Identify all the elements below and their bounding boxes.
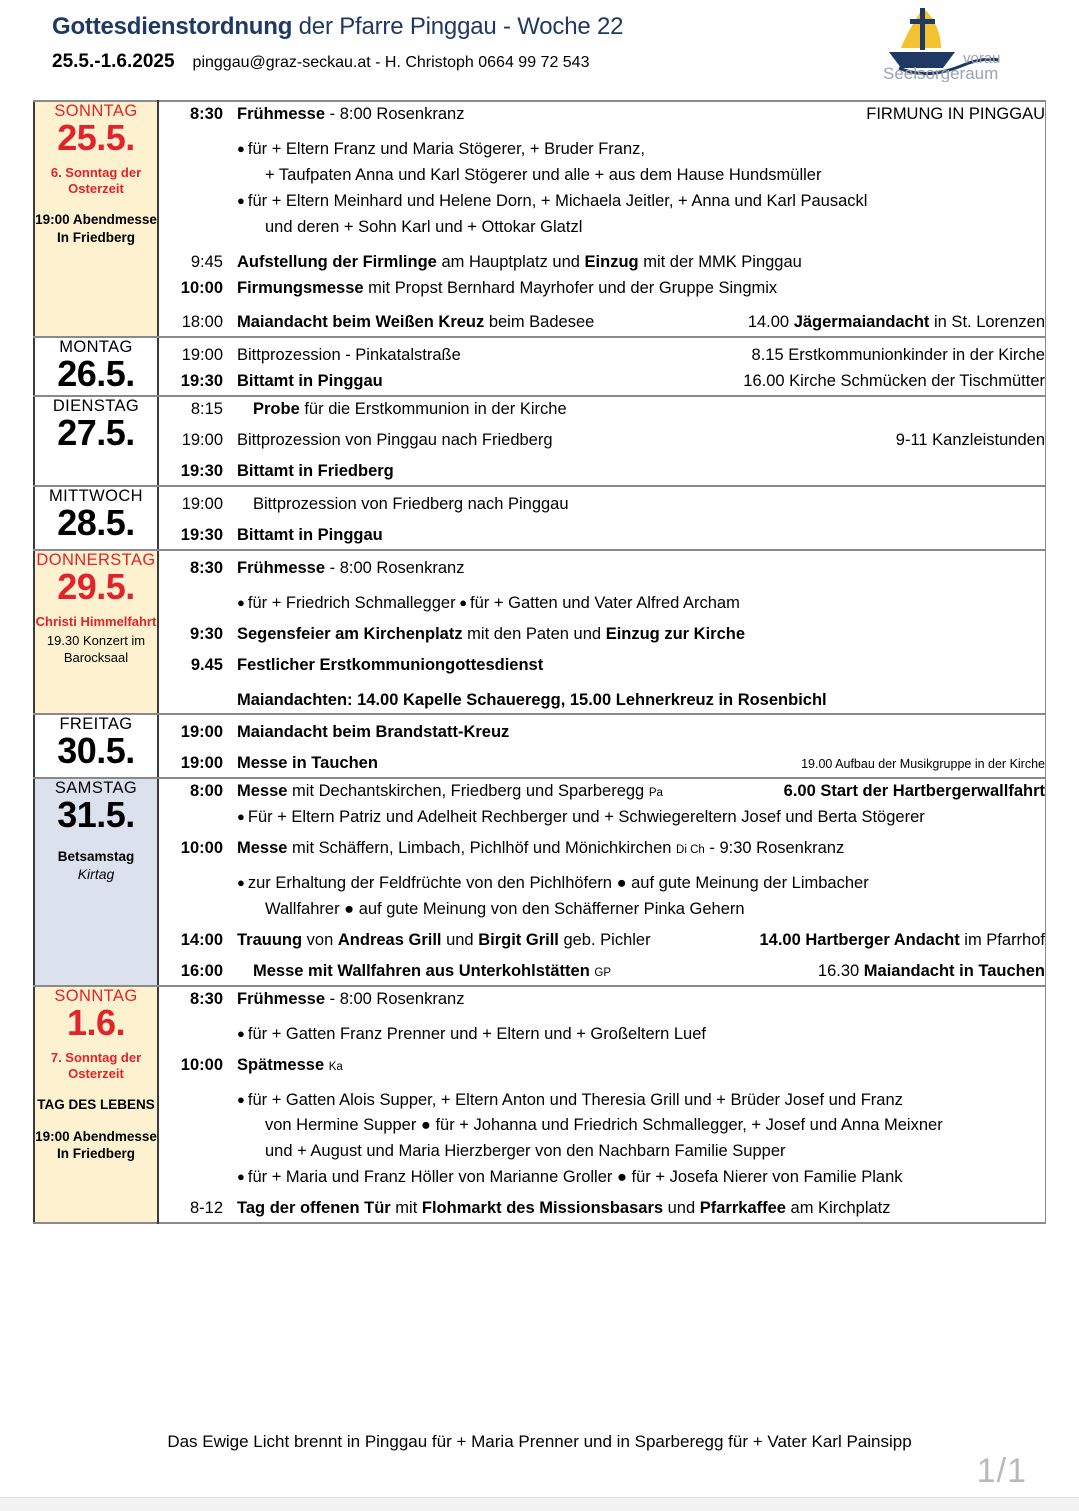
event-line (159, 836, 1045, 862)
daycell-tuesday-27 (34, 396, 158, 486)
intention-text: von Hermine Supper ● für + Johanna und Friedrich Schmallegger, + Josef und Anna Meixner (265, 1116, 943, 1135)
event-time: 9:45 (190, 252, 223, 271)
intention-text: + Taufpaten Anna und Karl Stögerer und alle + aus dem Hause Hundsmüller (265, 165, 822, 184)
event-text: Maiandacht beim Brandstatt-Kreuz (237, 723, 510, 742)
event-right-note: 14.00 Hartberger Andacht im Pfarrhof (759, 930, 1045, 949)
event-text: Messe in Tauchen (237, 754, 378, 773)
bullet-icon: ● (455, 594, 468, 610)
celebrant-abbrev: Di Ch (676, 844, 705, 857)
event-line (159, 459, 1045, 485)
seelsorgeraum-logo (875, 2, 1025, 82)
event-right-note: 16.30 Maiandacht in Tauchen (817, 961, 1045, 980)
day-name: DIENSTAG (52, 397, 140, 416)
day-name: SAMSTAG (54, 779, 138, 798)
intention-text: für + Eltern Meinhard und Helene Dorn, + Michaela Jeitler, + Anna und Karl Pausackl (247, 191, 868, 210)
bullet-icon: ● (237, 594, 245, 610)
events-tuesday-27 (158, 396, 1046, 486)
event-text: Bittamt in Friedberg (237, 462, 394, 481)
table-row-saturday-31 (34, 778, 1046, 985)
event-time: 8:15 (190, 400, 223, 419)
page-title-rest: der Pfarre Pinggau - Woche 22 (292, 13, 624, 40)
event-text: Maiandacht beim Weißen Kreuz beim Badesee (237, 313, 595, 332)
event-time: 19:00 (181, 431, 223, 450)
table-row-sunday-1 (34, 986, 1046, 1223)
bullet-icon: ● (237, 875, 245, 891)
bullet-icon: ● (237, 809, 245, 825)
intention-text: Wallfahrer ● auf gute Meinung von den Schäfferner Pinka Gehern (265, 899, 745, 918)
event-time: 10:00 (180, 1055, 223, 1074)
intention-line (159, 137, 1045, 163)
intention-line (159, 163, 1045, 189)
event-time: 18:00 (181, 313, 223, 332)
day-note-extra: 19.30 Konzert im Barocksaal (46, 633, 146, 665)
intention-line (159, 1139, 1045, 1165)
celebrant-abbrev: Ka (328, 1060, 343, 1073)
day-note-liturgical: 7. Sonntag der Osterzeit (50, 1049, 142, 1081)
event-line (159, 428, 1045, 454)
day-note-liturgical: Christi Himmelfahrt (35, 613, 157, 629)
event-line (159, 102, 1045, 128)
intention-line (159, 1165, 1045, 1191)
event-text: Messe mit Schäffern, Limbach, Pichlhöf und Mönichkirchen Di Ch - 9:30 Rosenkranz (237, 839, 845, 858)
bullet-icon: ● (237, 140, 245, 156)
event-line (159, 369, 1045, 395)
intention-text: und + August und Maria Hierzberger von den Nachbarn Familie Supper (265, 1142, 786, 1161)
event-time: 19:00 (181, 494, 223, 513)
event-text: Bittamt in Pinggau (237, 372, 383, 391)
intention-line (159, 805, 1045, 831)
daycell-saturday-31 (34, 778, 158, 985)
event-text (237, 103, 852, 127)
bullet-icon: ● (237, 1025, 245, 1041)
table-row-tuesday-27 (34, 396, 1046, 486)
logo-text-seelsorgeraum: Seelsorgeraum (883, 64, 999, 82)
event-time: 8:30 (189, 989, 223, 1008)
event-text: Aufstellung der Firmlinge am Hauptplatz und Einzug mit der MMK Pinggau (237, 252, 802, 271)
day-date: 27.5. (57, 412, 135, 454)
day-date: 29.5. (57, 565, 135, 607)
event-line (159, 751, 1045, 777)
day-note-extra: 19:00 Abendmesse In Friedberg (35, 1128, 157, 1162)
day-date: 31.5. (57, 794, 135, 836)
day-name: FREITAG (59, 715, 133, 734)
page-title-strong: Gottesdienstordnung (52, 13, 293, 40)
event-line (159, 250, 1045, 276)
intention-line (159, 1113, 1045, 1139)
event-text: Bittprozession von Pinggau nach Friedberg (237, 431, 553, 450)
event-text: Bittprozession - Pinkatalstraße (237, 346, 461, 365)
event-time: 8-12 (189, 1199, 223, 1218)
daycell-wednesday-28 (34, 486, 158, 550)
event-time: 19:00 (180, 723, 223, 742)
event-time: 10:00 (180, 839, 223, 858)
event-line (159, 987, 1045, 1013)
event-line (159, 397, 1045, 423)
event-line (159, 310, 1045, 336)
event-right-note: FIRMUNG IN PINGGAU (866, 105, 1045, 123)
event-time: 9.45 (190, 655, 223, 674)
day-name: DONNERSTAG (36, 550, 156, 569)
event-text: Firmungsmesse mit Propst Bernhard Mayrhofer und der Gruppe Singmix (237, 278, 778, 297)
event-text-rest: - 8:00 Rosenkranz (325, 105, 465, 123)
footer-note: Das Ewige Licht brennt in Pinggau für + Maria Prenner und in Sparberegg für + Vater Karl Painsipp (167, 1432, 912, 1451)
event-line (159, 959, 1045, 985)
intention-line (159, 189, 1045, 215)
intention-text: für + Friedrich Schmallegger (247, 593, 456, 612)
intention-text: für + Eltern Franz und Maria Stögerer, + Bruder Franz, (247, 139, 645, 158)
event-text: Bittamt in Pinggau (237, 525, 383, 544)
event-right-note: 6.00 Start der Hartbergerwallfahrt (783, 782, 1045, 801)
event-time: 16:00 (180, 961, 223, 980)
page-number: 1/1 (976, 1452, 1027, 1490)
event-time: 10:00 (180, 278, 223, 297)
bullet-icon: ● (237, 1091, 245, 1107)
celebrant-abbrev: GP (594, 966, 612, 979)
intention-text: für + Maria und Franz Höller von Marianne Groller ● für + Josefa Nierer von Familie Plank (247, 1168, 903, 1187)
intention-text: Für + Eltern Patriz und Adelheit Rechberger und + Schwiegereltern Josef und Berta Stögerer (247, 808, 925, 827)
event-time: 19:00 (181, 346, 223, 365)
day-date: 30.5. (57, 730, 135, 772)
event-time: 14:00 (180, 930, 223, 949)
event-line (159, 622, 1045, 648)
schedule-table (33, 100, 1046, 1224)
event-line (159, 779, 1045, 805)
events-wednesday-28 (158, 486, 1046, 550)
table-row-friday-30 (34, 714, 1046, 778)
event-text: Tag der offenen Tür mit Flohmarkt des Missionsbasars und Pfarrkaffee am Kirchplatz (237, 1199, 891, 1218)
events-saturday-31 (158, 778, 1046, 985)
day-note-liturgical: Betsamstag (57, 849, 135, 865)
events-monday-26 (158, 337, 1046, 396)
intention-line (159, 871, 1045, 897)
document-header (0, 0, 1079, 92)
bottom-bar (0, 1497, 1079, 1511)
table-row-monday-26 (34, 337, 1046, 396)
event-text: Messe mit Wallfahren aus Unterkohlstätten GP (253, 961, 612, 980)
day-date: 25.5. (57, 116, 135, 158)
day-note-extra: Kirtag (77, 866, 115, 883)
day-date: 1.6. (66, 1001, 126, 1043)
event-line (159, 1196, 1045, 1222)
intention-line (159, 1022, 1045, 1048)
event-right-note: 16.00 Kirche Schmücken der Tischmütter (743, 372, 1045, 391)
daycell-thursday-29 (34, 550, 158, 715)
event-line (159, 720, 1045, 746)
event-text: Trauung von Andreas Grill und Birgit Grill geb. Pichler (237, 930, 651, 949)
event-right-note: 8.15 Erstkommunionkinder in der Kirche (751, 346, 1045, 365)
event-line (159, 492, 1045, 518)
table-row-thursday-29 (34, 550, 1046, 715)
event-line (159, 556, 1045, 582)
daycell-sunday-25 (34, 101, 158, 337)
contact-info: pinggau@graz-seckau.at - H. Christoph 0664 99 72 543 (192, 54, 590, 72)
date-range: 25.5.-1.6.2025 (52, 51, 175, 73)
event-time: 19:00 (180, 754, 223, 773)
day-date: 28.5. (57, 501, 135, 543)
event-text: Messe mit Dechantskirchen, Friedberg und Sparberegg Pa (237, 782, 663, 801)
day-note-theme: TAG DES LEBENS (37, 1097, 155, 1113)
event-text: Probe für die Erstkommunion in der Kirche (253, 400, 567, 419)
event-text: Bittprozession von Friedberg nach Pinggau (253, 494, 569, 513)
logo-text-vorau: vorau (963, 50, 1001, 67)
intention-text: und deren + Sohn Karl und + Ottokar Glatzl (265, 217, 583, 236)
intention-text: für + Gatten Alois Supper, + Eltern Anton und Theresia Grill und + Brüder Josef und Franz (247, 1090, 903, 1109)
intention-line (159, 215, 1045, 241)
daycell-monday-26 (34, 337, 158, 396)
event-time: 8:00 (189, 782, 223, 801)
daycell-sunday-1 (34, 986, 158, 1223)
event-text: Maiandachten: 14.00 Kapelle Schaueregg, 15.00 Lehnerkreuz in Rosenbichl (237, 690, 827, 709)
day-date: 26.5. (57, 353, 135, 395)
event-text: Frühmesse - 8:00 Rosenkranz (237, 989, 465, 1008)
events-thursday-29 (158, 550, 1046, 715)
intention-line (159, 897, 1045, 923)
day-name: MONTAG (59, 338, 133, 357)
event-time: 9:30 (189, 624, 223, 643)
event-line (159, 688, 1045, 714)
bullet-icon: ● (237, 1169, 245, 1185)
celebrant-abbrev: Pa (648, 787, 663, 800)
event-right-note: 19.00 Aufbau der Musikgruppe in der Kirche (801, 757, 1045, 772)
event-text-bold: Frühmesse (237, 105, 326, 123)
event-time: 19:30 (180, 462, 223, 481)
daycell-friday-30 (34, 714, 158, 778)
day-note-extra: 19:00 Abendmesse In Friedberg (35, 212, 157, 246)
event-line (159, 523, 1045, 549)
event-line (159, 653, 1045, 679)
event-time: 8:30 (189, 558, 223, 577)
day-name: SONNTAG (54, 102, 138, 120)
event-text: Segensfeier am Kirchenplatz mit den Paten und Einzug zur Kirche (237, 624, 746, 643)
bullet-icon: ● (237, 192, 245, 208)
day-name: MITTWOCH (49, 486, 143, 505)
events-sunday-25 (158, 101, 1046, 337)
intention-text: für + Gatten Franz Prenner und + Eltern und + Großeltern Luef (247, 1024, 706, 1043)
event-line (159, 343, 1045, 369)
event-line (159, 928, 1045, 954)
table-row-sunday-25 (34, 101, 1046, 337)
event-text: Frühmesse - 8:00 Rosenkranz (237, 558, 465, 577)
event-right-note: 9-11 Kanzleistunden (895, 431, 1045, 450)
intention-line (159, 1088, 1045, 1114)
event-time: 19:30 (180, 525, 223, 544)
event-line (159, 276, 1045, 302)
intention-text: zur Erhaltung der Feldfrüchte von den Pichlhöfern ● auf gute Meinung der Limbacher (247, 874, 869, 893)
day-name: SONNTAG (54, 986, 138, 1005)
event-line (159, 1053, 1045, 1079)
event-right-note: 14.00 Jägermaiandacht in St. Lorenzen (747, 313, 1045, 332)
intention-text: für + Gatten und Vater Alfred Archam (470, 593, 740, 612)
intention-line (159, 591, 1045, 617)
day-note-liturgical: 6. Sonntag der Osterzeit (50, 164, 142, 197)
event-text: Spätmesse Ka (237, 1055, 343, 1074)
events-friday-30 (158, 714, 1046, 778)
events-sunday-1 (158, 986, 1046, 1223)
event-text: Festlicher Erstkommuniongottesdienst (237, 655, 544, 674)
event-time: 19:30 (180, 372, 223, 391)
table-row-wednesday-28 (34, 486, 1046, 550)
event-time: 8:30 (189, 105, 223, 123)
